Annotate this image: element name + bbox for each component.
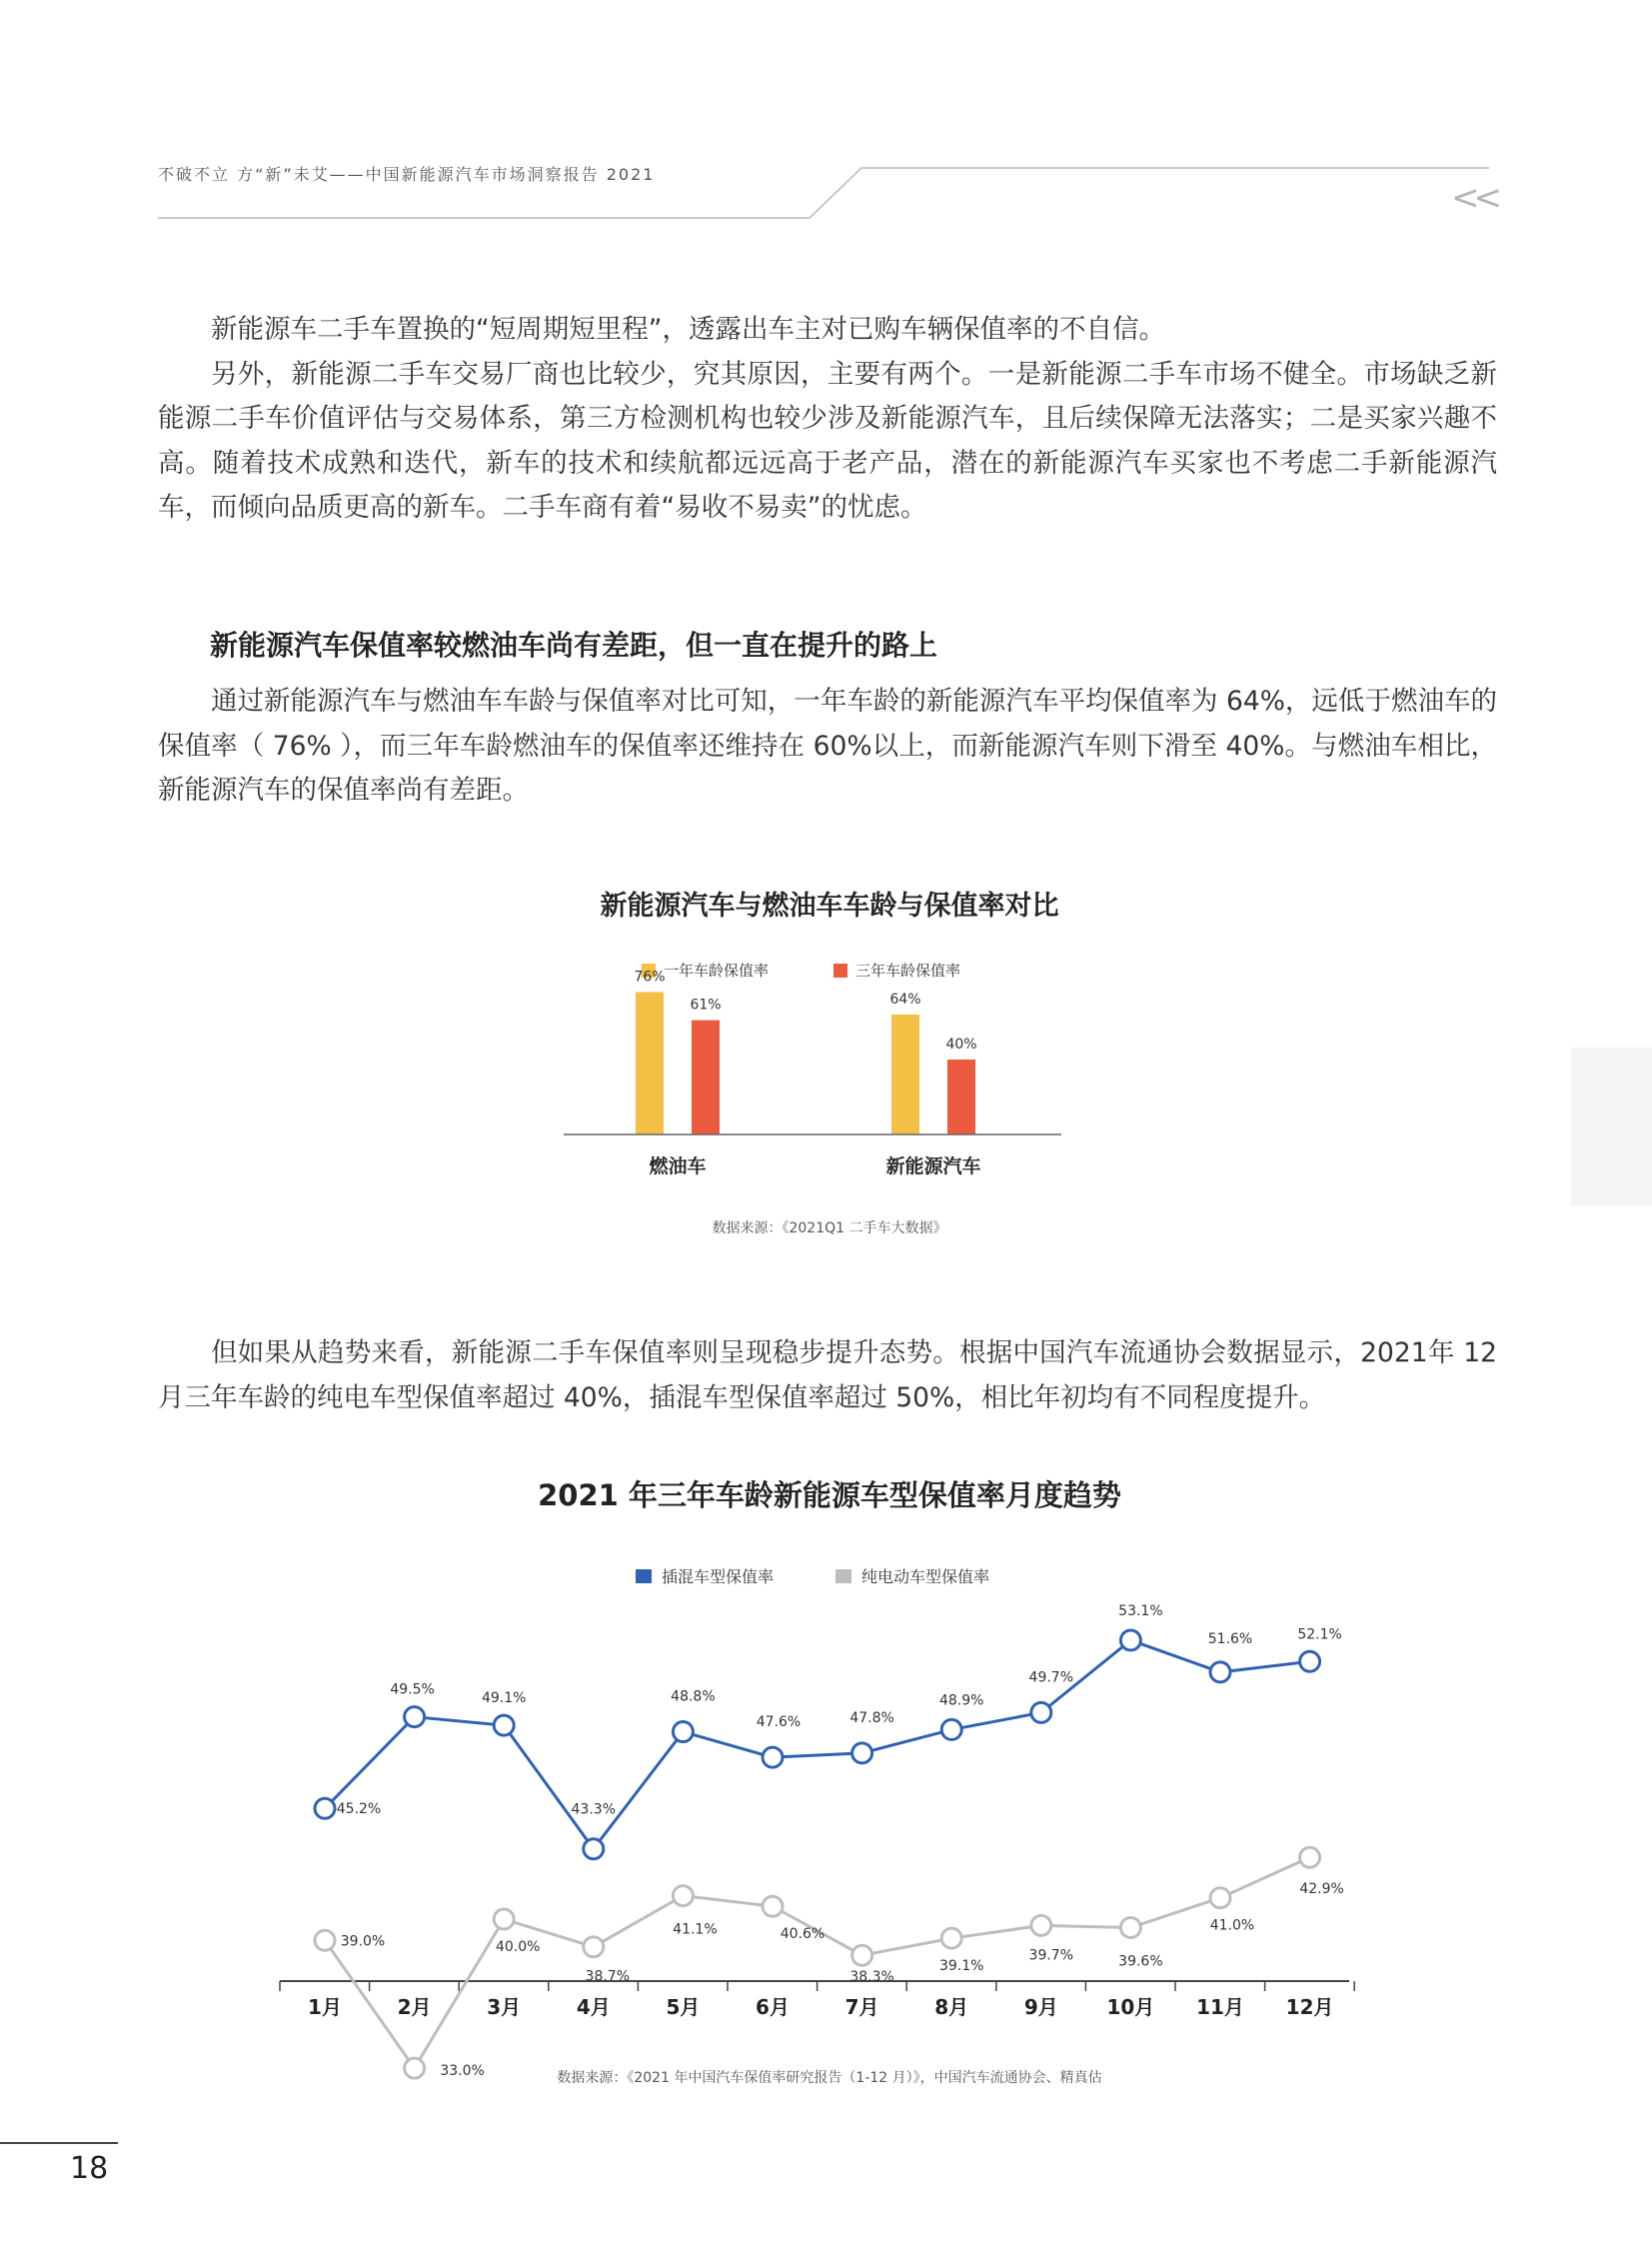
- data-label: 49.7%: [1028, 1669, 1074, 1686]
- data-point: [673, 1722, 693, 1742]
- x-tick-label: 2月: [397, 1995, 432, 2019]
- x-tick-label: 3月: [487, 1995, 522, 2019]
- data-label: 52.1%: [1297, 1626, 1342, 1643]
- data-label: 39.6%: [1118, 1953, 1163, 1970]
- data-label: 47.8%: [849, 1709, 894, 1726]
- data-label: 49.1%: [481, 1690, 527, 1707]
- data-point: [852, 1945, 872, 1965]
- data-point: [763, 1747, 783, 1767]
- bar: [636, 993, 664, 1135]
- x-tick-label: 12月: [1285, 1995, 1334, 2019]
- data-point: [673, 1886, 693, 1906]
- data-point: [1210, 1662, 1230, 1682]
- section-heading: 新能源汽车保值率较燃油车尚有差距，但一直在提升的路上: [210, 629, 938, 662]
- chart1-source-note: 数据来源：《2021Q1 二手车大数据》: [712, 1220, 947, 1236]
- data-label: 42.9%: [1299, 1881, 1344, 1898]
- x-tick-label: 5月: [666, 1995, 701, 2019]
- legend-swatch: [636, 1569, 652, 1583]
- bar-value-label: 64%: [889, 992, 921, 1008]
- paragraph-line: 新能源车二手车置换的“短周期短里程”，透露出车主对已购车辆保值率的不自信。: [211, 314, 1165, 345]
- data-point: [1300, 1651, 1320, 1671]
- running-header-title: 不破不立 方“新”未艾——中国新能源汽车市场洞察报告 2021: [158, 165, 656, 184]
- data-point: [405, 1707, 425, 1727]
- series-line: [325, 1640, 1310, 1849]
- data-label: 48.9%: [938, 1692, 984, 1709]
- paragraph-trend: [158, 1331, 1497, 1420]
- data-point: [315, 1930, 335, 1950]
- x-tick-label: 6月: [756, 1995, 790, 2019]
- bar-value-label: 76%: [634, 969, 666, 986]
- bar: [947, 1060, 975, 1134]
- data-point: [494, 1715, 514, 1735]
- legend-label: 一年车龄保值率: [664, 962, 770, 980]
- data-point: [941, 1719, 961, 1739]
- x-tick-label: 8月: [934, 1995, 969, 2019]
- chart2-title: 2021 年三年车龄新能源车型保值率月度趋势: [538, 1478, 1121, 1512]
- data-label: 53.1%: [1118, 1602, 1163, 1619]
- data-point: [584, 1839, 604, 1859]
- legend-swatch: [833, 964, 847, 978]
- x-tick-label: 4月: [576, 1995, 611, 2019]
- data-point: [1031, 1702, 1051, 1722]
- data-label: 38.7%: [585, 1968, 631, 1985]
- category-label: 新能源汽车: [885, 1155, 981, 1177]
- data-label: 40.0%: [495, 1939, 541, 1955]
- data-point: [763, 1896, 783, 1916]
- side-tab: [1571, 1048, 1652, 1205]
- data-point: [941, 1928, 961, 1948]
- data-point: [1120, 1630, 1140, 1650]
- bar: [692, 1021, 720, 1134]
- bar-value-label: 61%: [690, 997, 722, 1014]
- chart1-title: 新能源汽车与燃油车车龄与保值率对比: [600, 891, 1059, 922]
- paragraph-line: 但如果从趋势来看，新能源二手车保值率则呈现稳步提升态势。根据中国汽车流通协会数据显示，2021年 12月三年车龄的纯电车型保值率超过 40%，插混车型保值率超过 50%，相比年初均有不同程度提升。: [158, 1337, 1497, 1413]
- x-tick-label: 9月: [1023, 1995, 1058, 2019]
- legend-label: 插混车型保值率: [662, 1567, 775, 1586]
- data-label: 45.2%: [336, 1801, 382, 1818]
- data-label: 39.0%: [340, 1933, 386, 1950]
- paragraph-line: 另外，新能源二手车交易厂商也比较少，究其原因，主要有两个。一是新能源二手车市场不健全。市场缺乏新能源二手车价值评估与交易体系，第三方检测机构也较少涉及新能源汽车，且后续保障无法落实；二是买家兴趣不高。随着技术成熟和迭代，新车的技术和续航都远远高于老产品，潜在的新能源汽车买家也不考虑二手新能源汽车，而倾向品质更高的新车。二手车商有着“易收不易卖”的忧虑。: [158, 358, 1497, 523]
- data-point: [1210, 1888, 1230, 1908]
- chart2-source-note: 数据来源：《2021 年中国汽车保值率研究报告（1-12 月）》，中国汽车流通协会、精真估: [557, 2070, 1102, 2086]
- legend-label: 三年车龄保值率: [855, 962, 961, 980]
- data-point: [584, 1937, 604, 1957]
- data-label: 41.0%: [1209, 1917, 1255, 1934]
- data-label: 41.1%: [673, 1921, 718, 1938]
- bar-chart: [540, 940, 1099, 1199]
- header-rule: [0, 0, 1652, 230]
- legend-swatch: [835, 1569, 851, 1583]
- x-tick-label: 11月: [1196, 1995, 1244, 2019]
- data-point: [1300, 1847, 1320, 1867]
- category-label: 燃油车: [649, 1155, 707, 1177]
- page-number: 18: [70, 2151, 109, 2186]
- data-label: 38.3%: [849, 1969, 894, 1986]
- data-point: [494, 1909, 514, 1929]
- data-label: 39.1%: [938, 1958, 984, 1975]
- bar-value-label: 40%: [945, 1037, 977, 1053]
- data-point: [315, 1798, 335, 1818]
- data-label: 47.6%: [756, 1714, 802, 1731]
- data-point: [852, 1743, 872, 1763]
- data-point: [1120, 1918, 1140, 1938]
- x-tick-label: 10月: [1106, 1995, 1155, 2019]
- data-label: 51.6%: [1207, 1630, 1253, 1647]
- data-label: 43.3%: [571, 1801, 617, 1818]
- chevron-left-icon: <<: [1451, 178, 1496, 218]
- data-point: [1031, 1915, 1051, 1935]
- data-label: 40.6%: [780, 1926, 826, 1943]
- footer-rule: [0, 2142, 118, 2144]
- data-label: 49.5%: [390, 1681, 435, 1698]
- data-label: 48.8%: [671, 1688, 716, 1705]
- x-tick-label: 7月: [844, 1995, 879, 2019]
- bar: [891, 1015, 919, 1134]
- data-label: 33.0%: [440, 2063, 485, 2080]
- x-tick-label: 1月: [308, 1995, 342, 2019]
- paragraph-intro: [158, 308, 1497, 531]
- paragraph-comparison: [158, 680, 1497, 814]
- data-label: 39.7%: [1028, 1947, 1074, 1964]
- paragraph-line: 通过新能源汽车与燃油车车龄与保值率对比可知，一年车龄的新能源汽车平均保值率为 64%，远低于燃油车的保值率（ 76% ），而三年车龄燃油车的保值率还维持在 60%以上，而新能源汽车则下滑至 40%。与燃油车相比，新能源汽车的保值率尚有差距。: [158, 686, 1497, 806]
- legend-label: 纯电动车型保值率: [861, 1567, 990, 1586]
